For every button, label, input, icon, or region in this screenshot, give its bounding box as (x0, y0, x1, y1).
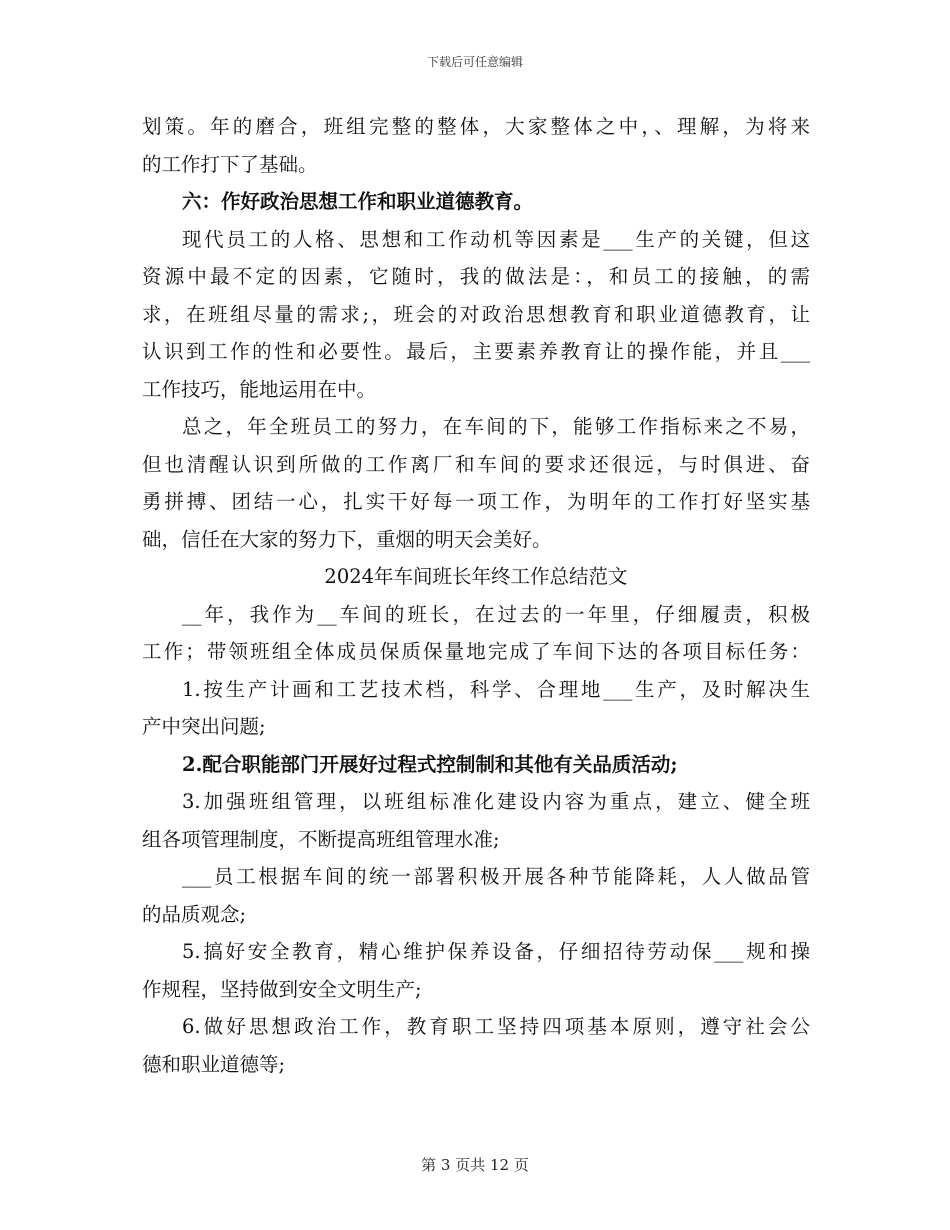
text-line: 资源中最不定的因素，它随时，我的做法是：，和员工的接触，的需 (142, 265, 810, 288)
list-item (142, 858, 810, 933)
document-body (142, 108, 810, 1083)
text-line: 认识到工作的性和必要性。最后，主要素养教育让的操作能，并且___ (142, 340, 810, 363)
text-line: 础，信任在大家的努力下，重烟的明天会美好。 (142, 527, 552, 551)
text-line: 总之，年全班员工的努力，在车间的下，能够工作指标来之不易， (182, 415, 810, 438)
text-line: __年，我作为__车间的班长，在过去的一年里，仔细履责，积极 (182, 602, 810, 626)
text-line: 勇拼搏、团结一心，扎实干好每一项工作，为明年的工作打好坚实基 (142, 490, 810, 513)
text-line: 工作；带领班组全体成员保质保量地完成了车间下达的各项目标任务： (142, 640, 810, 663)
text-line: 作规程，坚持做到安全文明生产; (142, 977, 422, 1001)
list-item (142, 671, 810, 746)
text-line: 工作技巧，能地运用在中。 (142, 377, 377, 401)
text-line: 的工作打下了基础。 (142, 152, 318, 176)
text-line: 2.配合职能部门开展好过程式控制制和其他有关品质活动; (182, 752, 678, 776)
list-item (142, 746, 810, 784)
document-title (142, 558, 810, 596)
text-line: 现代员工的人格、思想和工作动机等因素是___生产的关键，但这 (182, 227, 810, 251)
text-line: 德和职业道德等; (142, 1052, 286, 1076)
text-line: ___员工根据车间的统一部署积极开展各种节能降耗，人人做品管 (182, 865, 810, 888)
page-number-footer: 第 3 页共 12 页 (421, 1156, 529, 1174)
text-line: 组各项管理制度，不断提高班组管理水准; (142, 827, 500, 851)
paragraph (142, 408, 810, 558)
text-line: 六：作好政治思想工作和职业道德教育。 (182, 190, 534, 213)
text-line: 产中突出问题; (142, 715, 266, 738)
text-line: 3.加强班组管理，以班组标准化建设内容为重点，建立、健全班 (182, 790, 810, 813)
paragraph (142, 596, 810, 671)
paragraph (142, 221, 810, 409)
list-item (142, 933, 810, 1008)
paragraph (142, 108, 810, 183)
section-heading (142, 183, 810, 221)
text-line: 求，在班组尽量的需求;，班会的对政治思想教育和职业道德教育，让 (142, 302, 810, 326)
text-line: 的品质观念; (142, 902, 247, 926)
text-line: 5.搞好安全教育，精心维护保养设备，仔细招待劳动保___规和操 (182, 940, 810, 963)
list-item (142, 1008, 810, 1083)
text-line: 但也清醒认识到所做的工作离厂和车间的要求还很远，与时俱进、奋 (142, 452, 810, 476)
list-item (142, 783, 810, 858)
text-line: 划策。年的磨合，班组完整的整体，大家整体之中，、理解，为将来 (142, 115, 810, 138)
text-line: 6.做好思想政治工作，教育职工坚持四项基本原则，遵守社会公 (182, 1015, 810, 1038)
page-header-note: 下载后可任意编辑 (426, 55, 523, 69)
title-line: 2024年车间班长年终工作总结范文 (324, 565, 628, 588)
text-line: 1.按生产计画和工艺技术档，科学、合理地___生产，及时解决生 (182, 677, 810, 701)
